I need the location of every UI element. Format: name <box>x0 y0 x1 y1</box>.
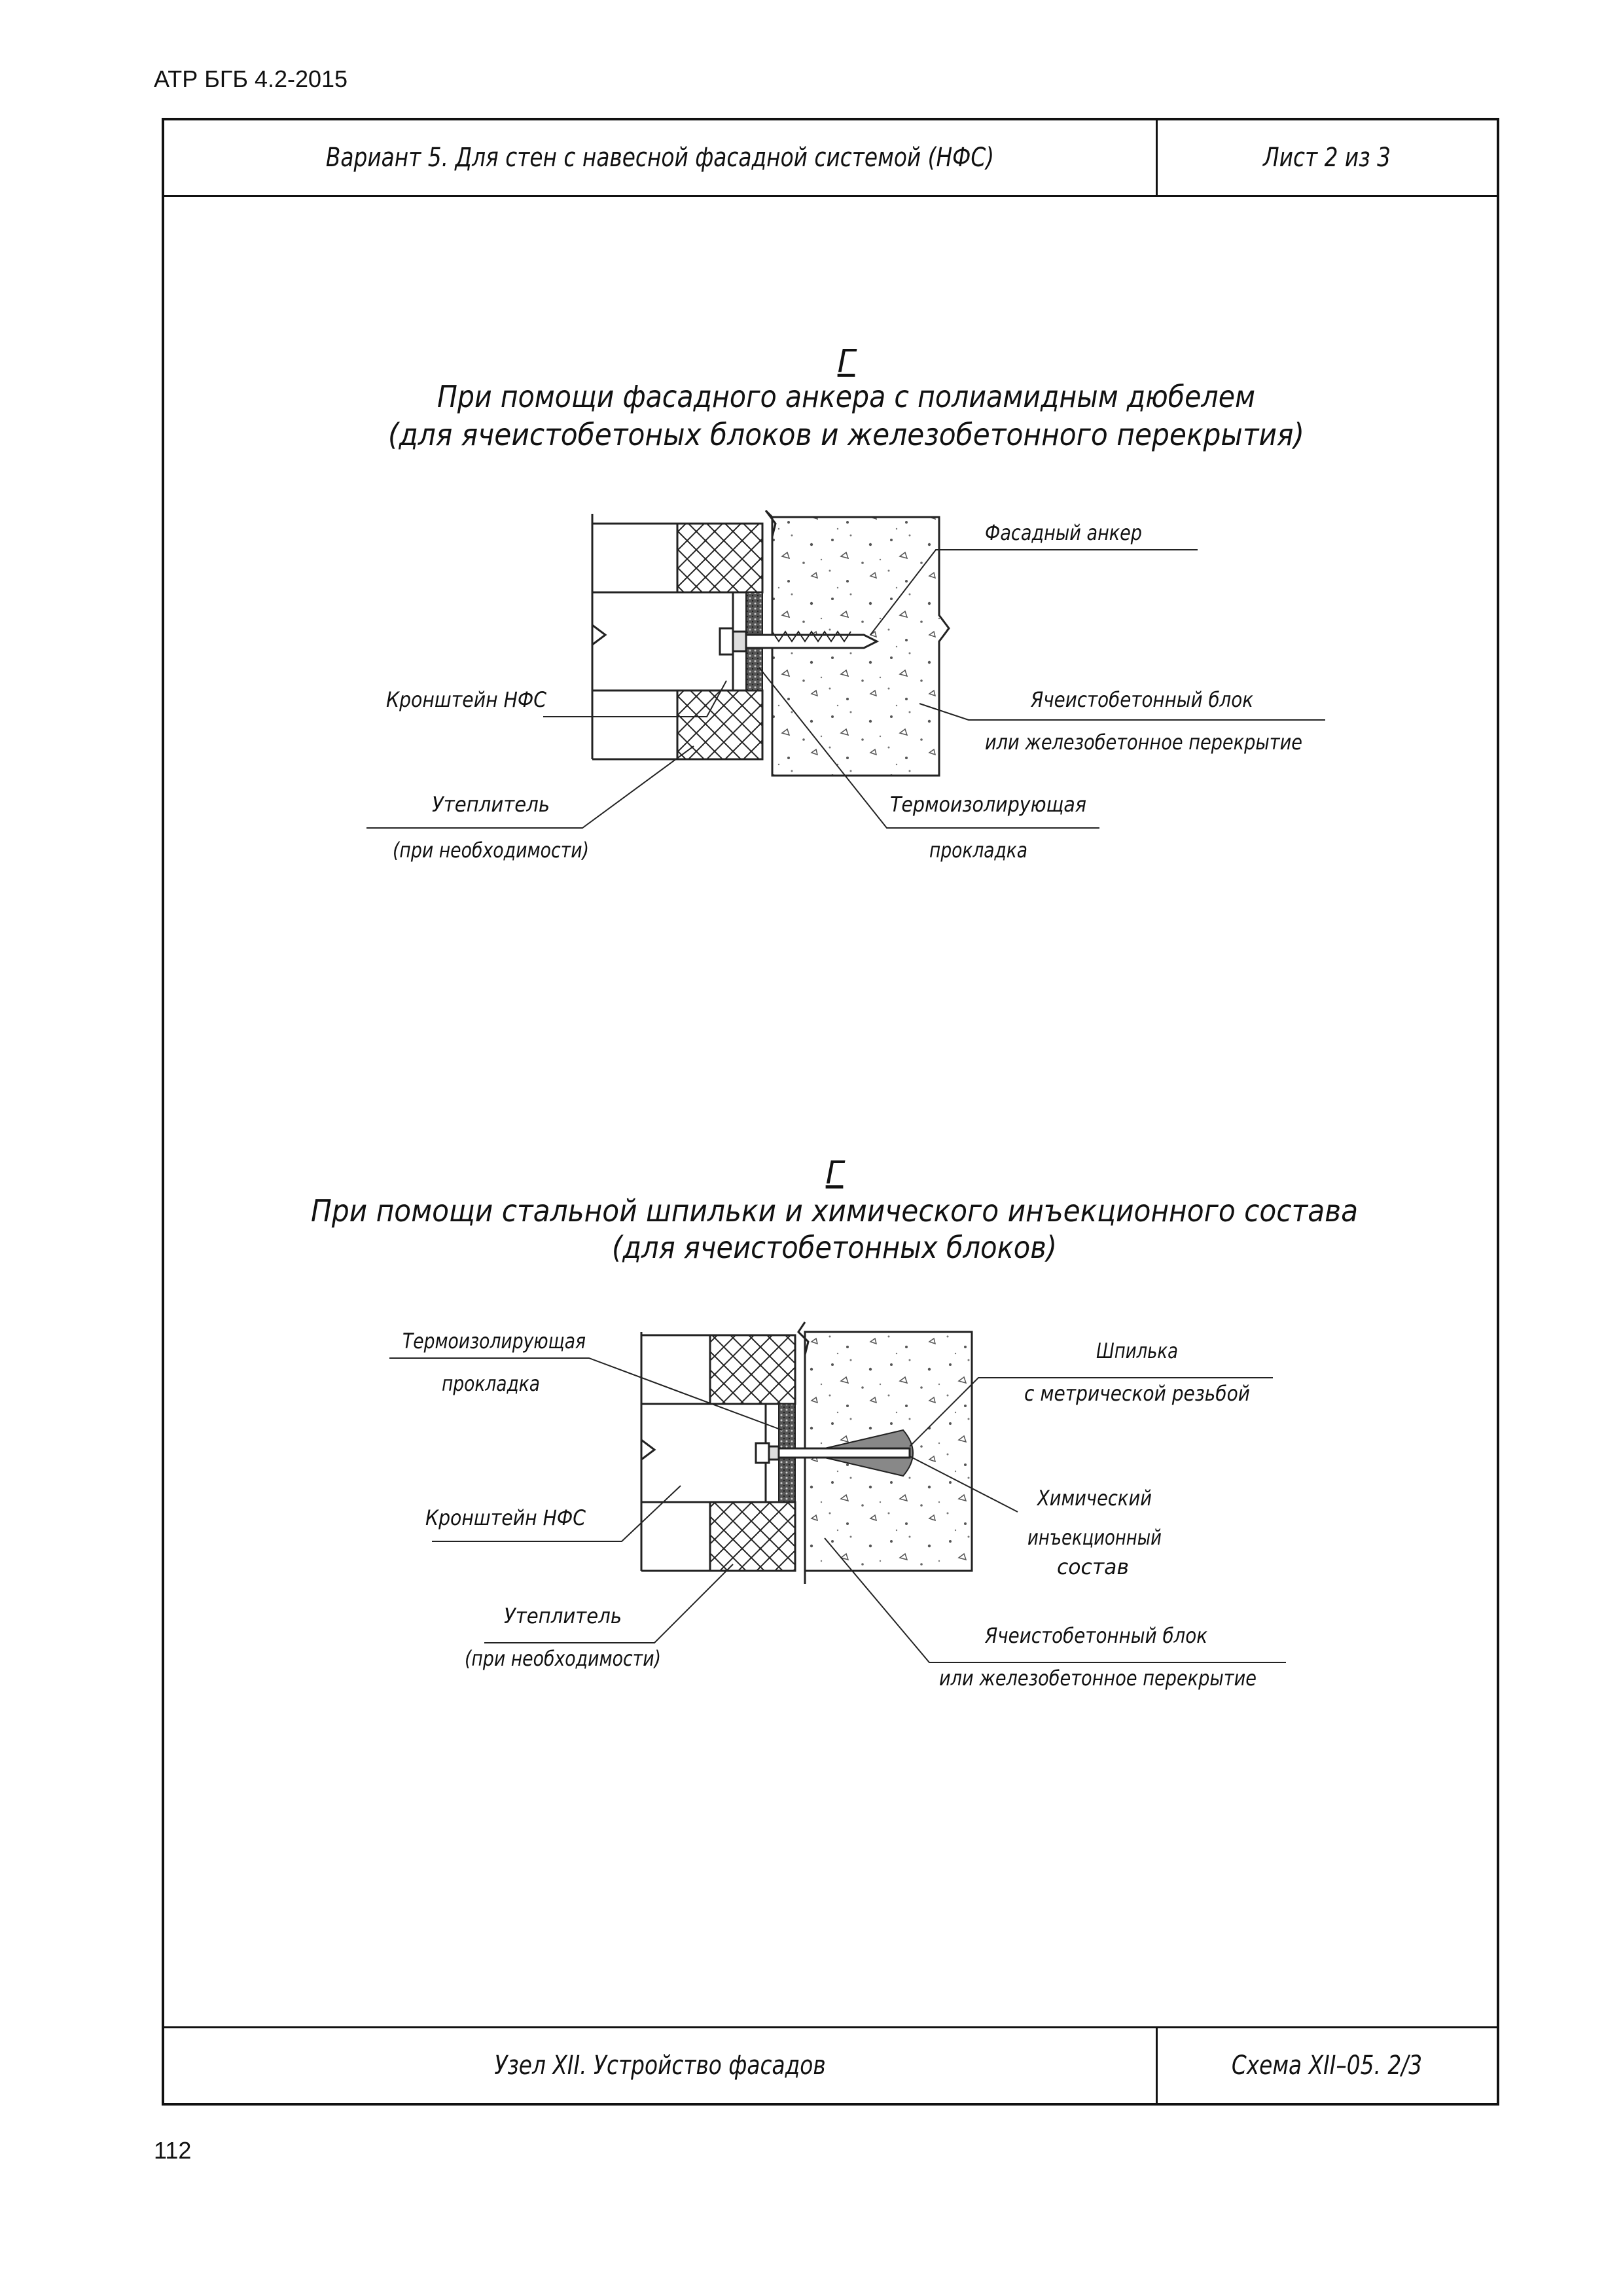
insulation-top <box>677 524 762 592</box>
insulation-bottom <box>710 1502 795 1571</box>
label-insulation-line2: (при необходимости) <box>465 1646 661 1671</box>
label-block-line1: Ячеистобетонный блок <box>1030 687 1254 712</box>
diagram-bottom-title-line1: При помощи стальной шпильки и химического инъекционного состава <box>311 1193 1358 1229</box>
label-insulation-line1: Утеплитель <box>432 792 550 817</box>
label-stud-line1: Шпилька <box>1096 1338 1178 1363</box>
label-chem-line1: Химический <box>1036 1486 1152 1511</box>
sheet-title: Вариант 5. Для стен с навесной фасадной системой (НФС) <box>325 143 995 173</box>
label-insulation-line1: Утеплитель <box>504 1604 622 1628</box>
page-number: 112 <box>154 2137 192 2164</box>
label-pad-line1: Термоизолирующая <box>402 1329 586 1354</box>
label-bracket: Кронштейн НФС <box>425 1505 586 1530</box>
label-chem-line3: состав <box>1057 1554 1129 1579</box>
scheme-number: Схема XII–05. 2/3 <box>1231 2051 1423 2081</box>
label-block-line2: или железобетонное перекрытие <box>939 1666 1257 1691</box>
diagram-bottom <box>311 1155 1358 1691</box>
diagram-bottom-title-line2: (для ячеистобетонных блоков) <box>612 1230 1057 1265</box>
label-pad-line2: прокладка <box>929 838 1027 863</box>
label-chem-line2: инъекционный <box>1027 1525 1162 1550</box>
label-anchor: Фасадный анкер <box>985 520 1142 545</box>
label-block-line2: или железобетонное перекрытие <box>985 730 1302 755</box>
diagram-bottom-letter: Г <box>825 1155 844 1191</box>
label-pad-line1: Термоизолирующая <box>890 792 1086 817</box>
diagram-top-title-line1: При помощи фасадного анкера с полиамидным дюбелем <box>437 379 1255 414</box>
label-stud-line2: с метрической резьбой <box>1024 1381 1250 1406</box>
label-bracket: Кронштейн НФС <box>386 687 547 712</box>
label-insulation-line2: (при необходимости) <box>393 838 589 863</box>
sheet-number: Лист 2 из 3 <box>1263 143 1391 173</box>
diagram-top-letter: Г <box>837 343 855 380</box>
label-pad-line2: прокладка <box>442 1371 540 1396</box>
diagram-top <box>366 343 1325 863</box>
label-block-line1: Ячеистобетонный блок <box>984 1623 1208 1648</box>
diagram-top-title-line2: (для ячеистобетоных блоков и железобетонного перекрытия) <box>388 417 1304 452</box>
document-code: АТР БГБ 4.2-2015 <box>154 65 348 92</box>
node-title: Узел XII. Устройство фасадов <box>494 2051 826 2081</box>
insulation-top <box>710 1335 795 1404</box>
